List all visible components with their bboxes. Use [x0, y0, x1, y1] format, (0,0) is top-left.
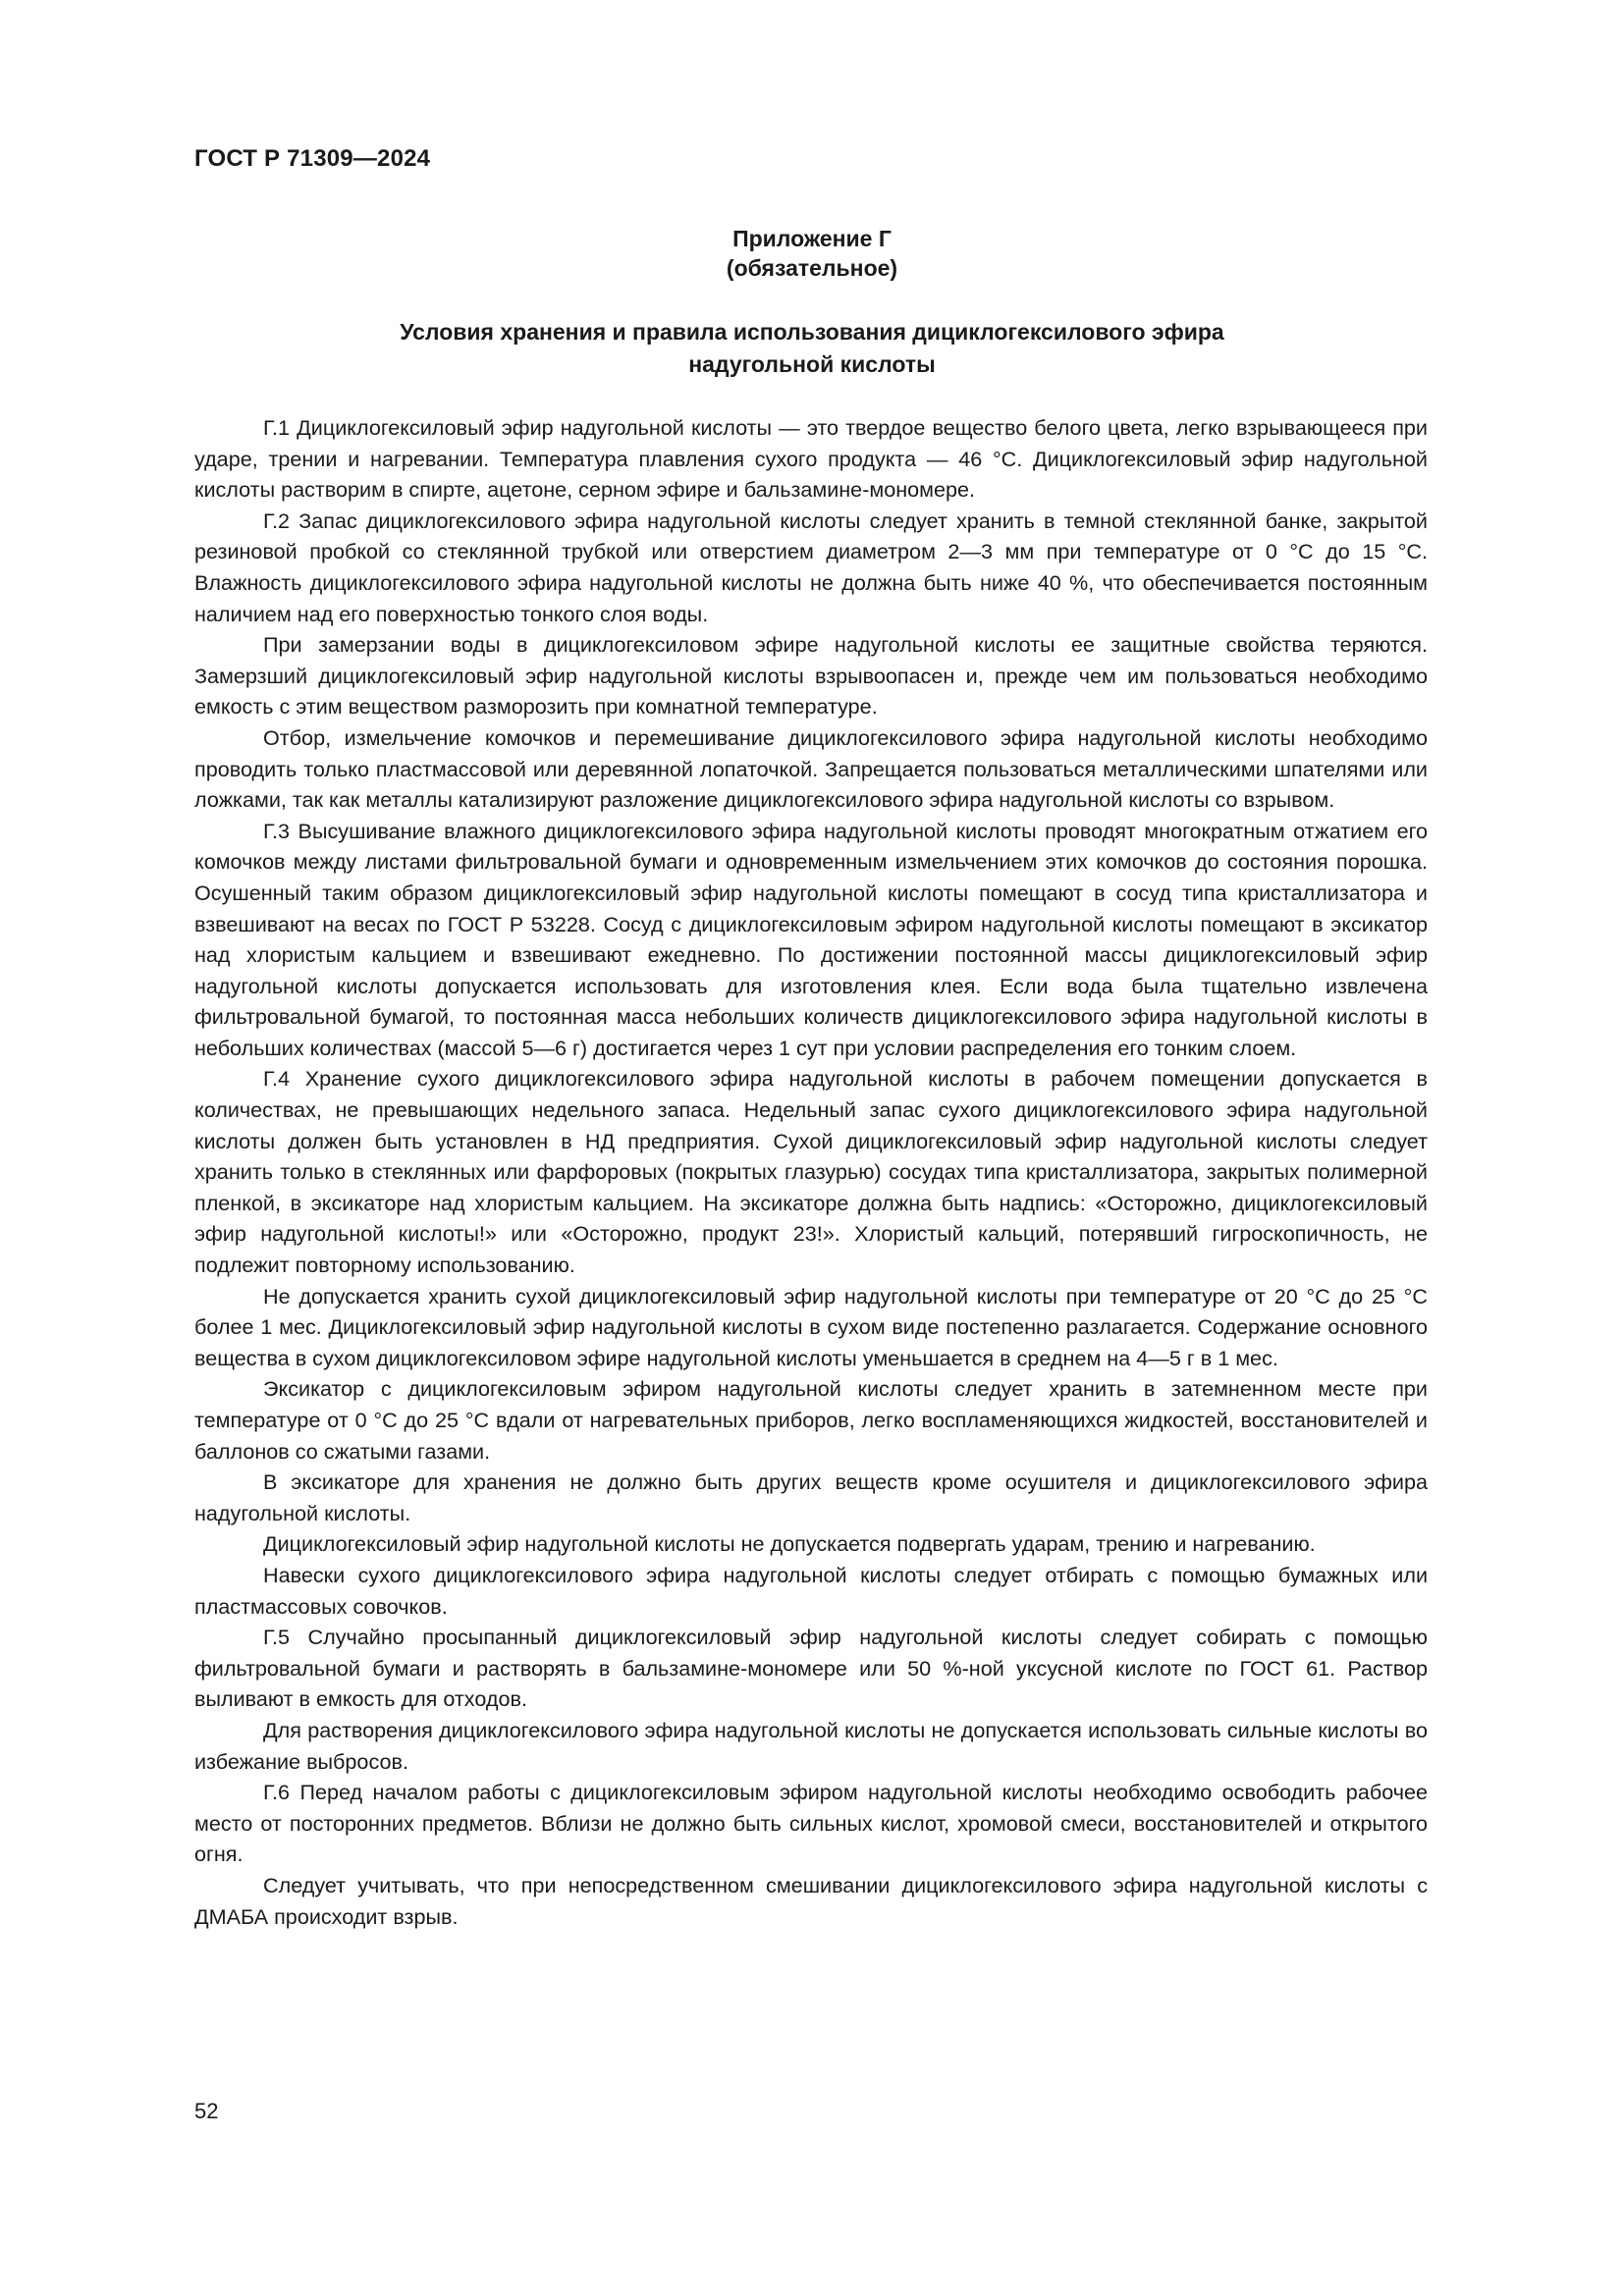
- paragraph: Отбор, измельчение комочков и перемешивание дициклогексилового эфира надугольной кислоты необходимо проводить только пластмассовой или деревянной лопаточкой. Запрещается пользоваться металлическими шпателями или ложками, так как металлы катализируют разложение дициклогексилового эфира надугольной кислоты со взрывом.: [194, 724, 1428, 813]
- document-body: [194, 412, 1428, 1932]
- paragraph-g5: Г.5 Случайно просыпанный дициклогексиловый эфир надугольной кислоты следует собирать с помощью фильтровальной бумаги и растворять в бальзамине-мономере или 50 %-ной уксусной кислоте по ГОСТ 61. Раствор выливают в емкость для отходов.: [194, 1625, 1428, 1712]
- paragraph: В эксикаторе для хранения не должно быть других веществ кроме осушителя и дициклогексилового эфира надугольной кислоты.: [194, 1469, 1428, 1525]
- paragraph: Эксикатор с дициклогексиловым эфиром надугольной кислоты следует хранить в затемненном месте при температуре от 0 °С до 25 °С вдали от нагревательных приборов, легко воспламеняющихся жидкостей, восстановителей и баллонов со сжатыми газами.: [194, 1376, 1428, 1464]
- paragraph-g3: Г.3 Высушивание влажного дициклогексилового эфира надугольной кислоты проводят многократным отжатием его комочков между листами фильтровальной бумаги и одновременным измельчением этих комочков до состояния порошка. Осушенный таким образом дициклогексиловый эфир надугольной кислоты помещают в сосуд типа кристаллизатора и взвешивают на весах по ГОСТ Р 53228. Сосуд с дициклогексиловым эфиром надугольной кислоты помещают в эксикатор над хлористым кальцием и взвешивают ежедневно. По достижении постоянной массы дициклогексиловый эфир надугольной кислоты допускается использовать для изготовления клея. Если вода была тщательно извлечена фильтровальной бумагой, то постоянная масса небольших количеств дициклогексилового эфира надугольной кислоты в небольших количествах (массой 5—6 г) достигается через 1 сут при условии распределения его тонким слоем.: [194, 818, 1428, 1060]
- annex-status: (обязательное): [726, 255, 898, 281]
- annex-label: Приложение Г: [732, 226, 892, 251]
- annex-heading: [0, 224, 1624, 283]
- paragraph: Дициклогексиловый эфир надугольной кислоты не допускается подвергать ударам, трению и нагреванию.: [263, 1531, 1316, 1557]
- annex-title: [0, 316, 1624, 381]
- paragraph-g4: Г.4 Хранение сухого дициклогексилового эфира надугольной кислоты в рабочем помещении допускается в количествах, не превышающих недельного запаса. Недельный запас сухого дициклогексилового эфира надугольной кислоты должен быть установлен в НД предприятия. Сухой дициклогексиловый эфир надугольной кислоты следует хранить только в стеклянных или фарфоровых (покрытых глазурью) сосудах типа кристаллизатора, закрытых полимерной пленкой, в эксикаторе над хлористым кальцием. На эксикаторе должна быть надпись: «Осторожно, дициклогексиловый эфир надугольной кислоты!» или «Осторожно, продукт 23!». Хлористый кальций, потерявший гигроскопичность, не подлежит повторному использованию.: [194, 1066, 1428, 1278]
- paragraph-g2: Г.2 Запас дициклогексилового эфира надугольной кислоты следует хранить в темной стеклянной банке, закрытой резиновой пробкой со стеклянной трубкой или отверстием диаметром 2—3 мм при температуре от 0 °С до 15 °С. Влажность дициклогексилового эфира надугольной кислоты не должна быть ниже 40 %, что обеспечивается постоянным наличием над его поверхностью тонкого слоя воды.: [194, 507, 1428, 626]
- paragraph: Следует учитывать, что при непосредственном смешивании дициклогексилового эфира надугольной кислоты с ДМАБА происходит взрыв.: [194, 1872, 1428, 1929]
- annex-title-line-2: надугольной кислоты: [688, 351, 936, 377]
- annex-title-line-1: Условия хранения и правила использования дициклогексилового эфира: [400, 319, 1224, 345]
- paragraph-g6: Г.6 Перед началом работы с дициклогексиловым эфиром надугольной кислоты необходимо освободить рабочее место от посторонних предметов. Вблизи не должно быть сильных кислот, хромовой смеси, восстановителей и открытого огня.: [194, 1780, 1428, 1867]
- paragraph: Для растворения дициклогексилового эфира надугольной кислоты не допускается использовать сильные кислоты во избежание выбросов.: [194, 1717, 1428, 1774]
- document-header: ГОСТ Р 71309—2024: [194, 145, 431, 172]
- paragraph: Навески сухого дициклогексилового эфира надугольной кислоты следует отбирать с помощью бумажных или пластмассовых совочков.: [194, 1562, 1428, 1619]
- paragraph: При замерзании воды в дициклогексиловом эфире надугольной кислоты ее защитные свойства теряются. Замерзший дициклогексиловый эфир надугольной кислоты взрывоопасен и, прежде чем им пользоваться необходимо емкость с этим веществом разморозить при комнатной температуре.: [194, 632, 1428, 720]
- paragraph-g1: Г.1 Дициклогексиловый эфир надугольной кислоты — это твердое вещество белого цвета, легко взрывающееся при ударе, трении и нагревании. Температура плавления сухого продукта — 46 °С. Дициклогексиловый эфир надугольной кислоты растворим в спирте, ацетоне, серном эфире и бальзамине-мономере.: [194, 415, 1428, 503]
- paragraph: Не допускается хранить сухой дициклогексиловый эфир надугольной кислоты при температуре от 20 °С до 25 °С более 1 мес. Дициклогексиловый эфир надугольной кислоты в сухом виде постепенно разлагается. Содержание основного вещества в сухом дициклогексиловом эфире надугольной кислоты уменьшается в среднем на 4—5 г в 1 мес.: [194, 1283, 1428, 1370]
- page-number: 52: [194, 2099, 219, 2123]
